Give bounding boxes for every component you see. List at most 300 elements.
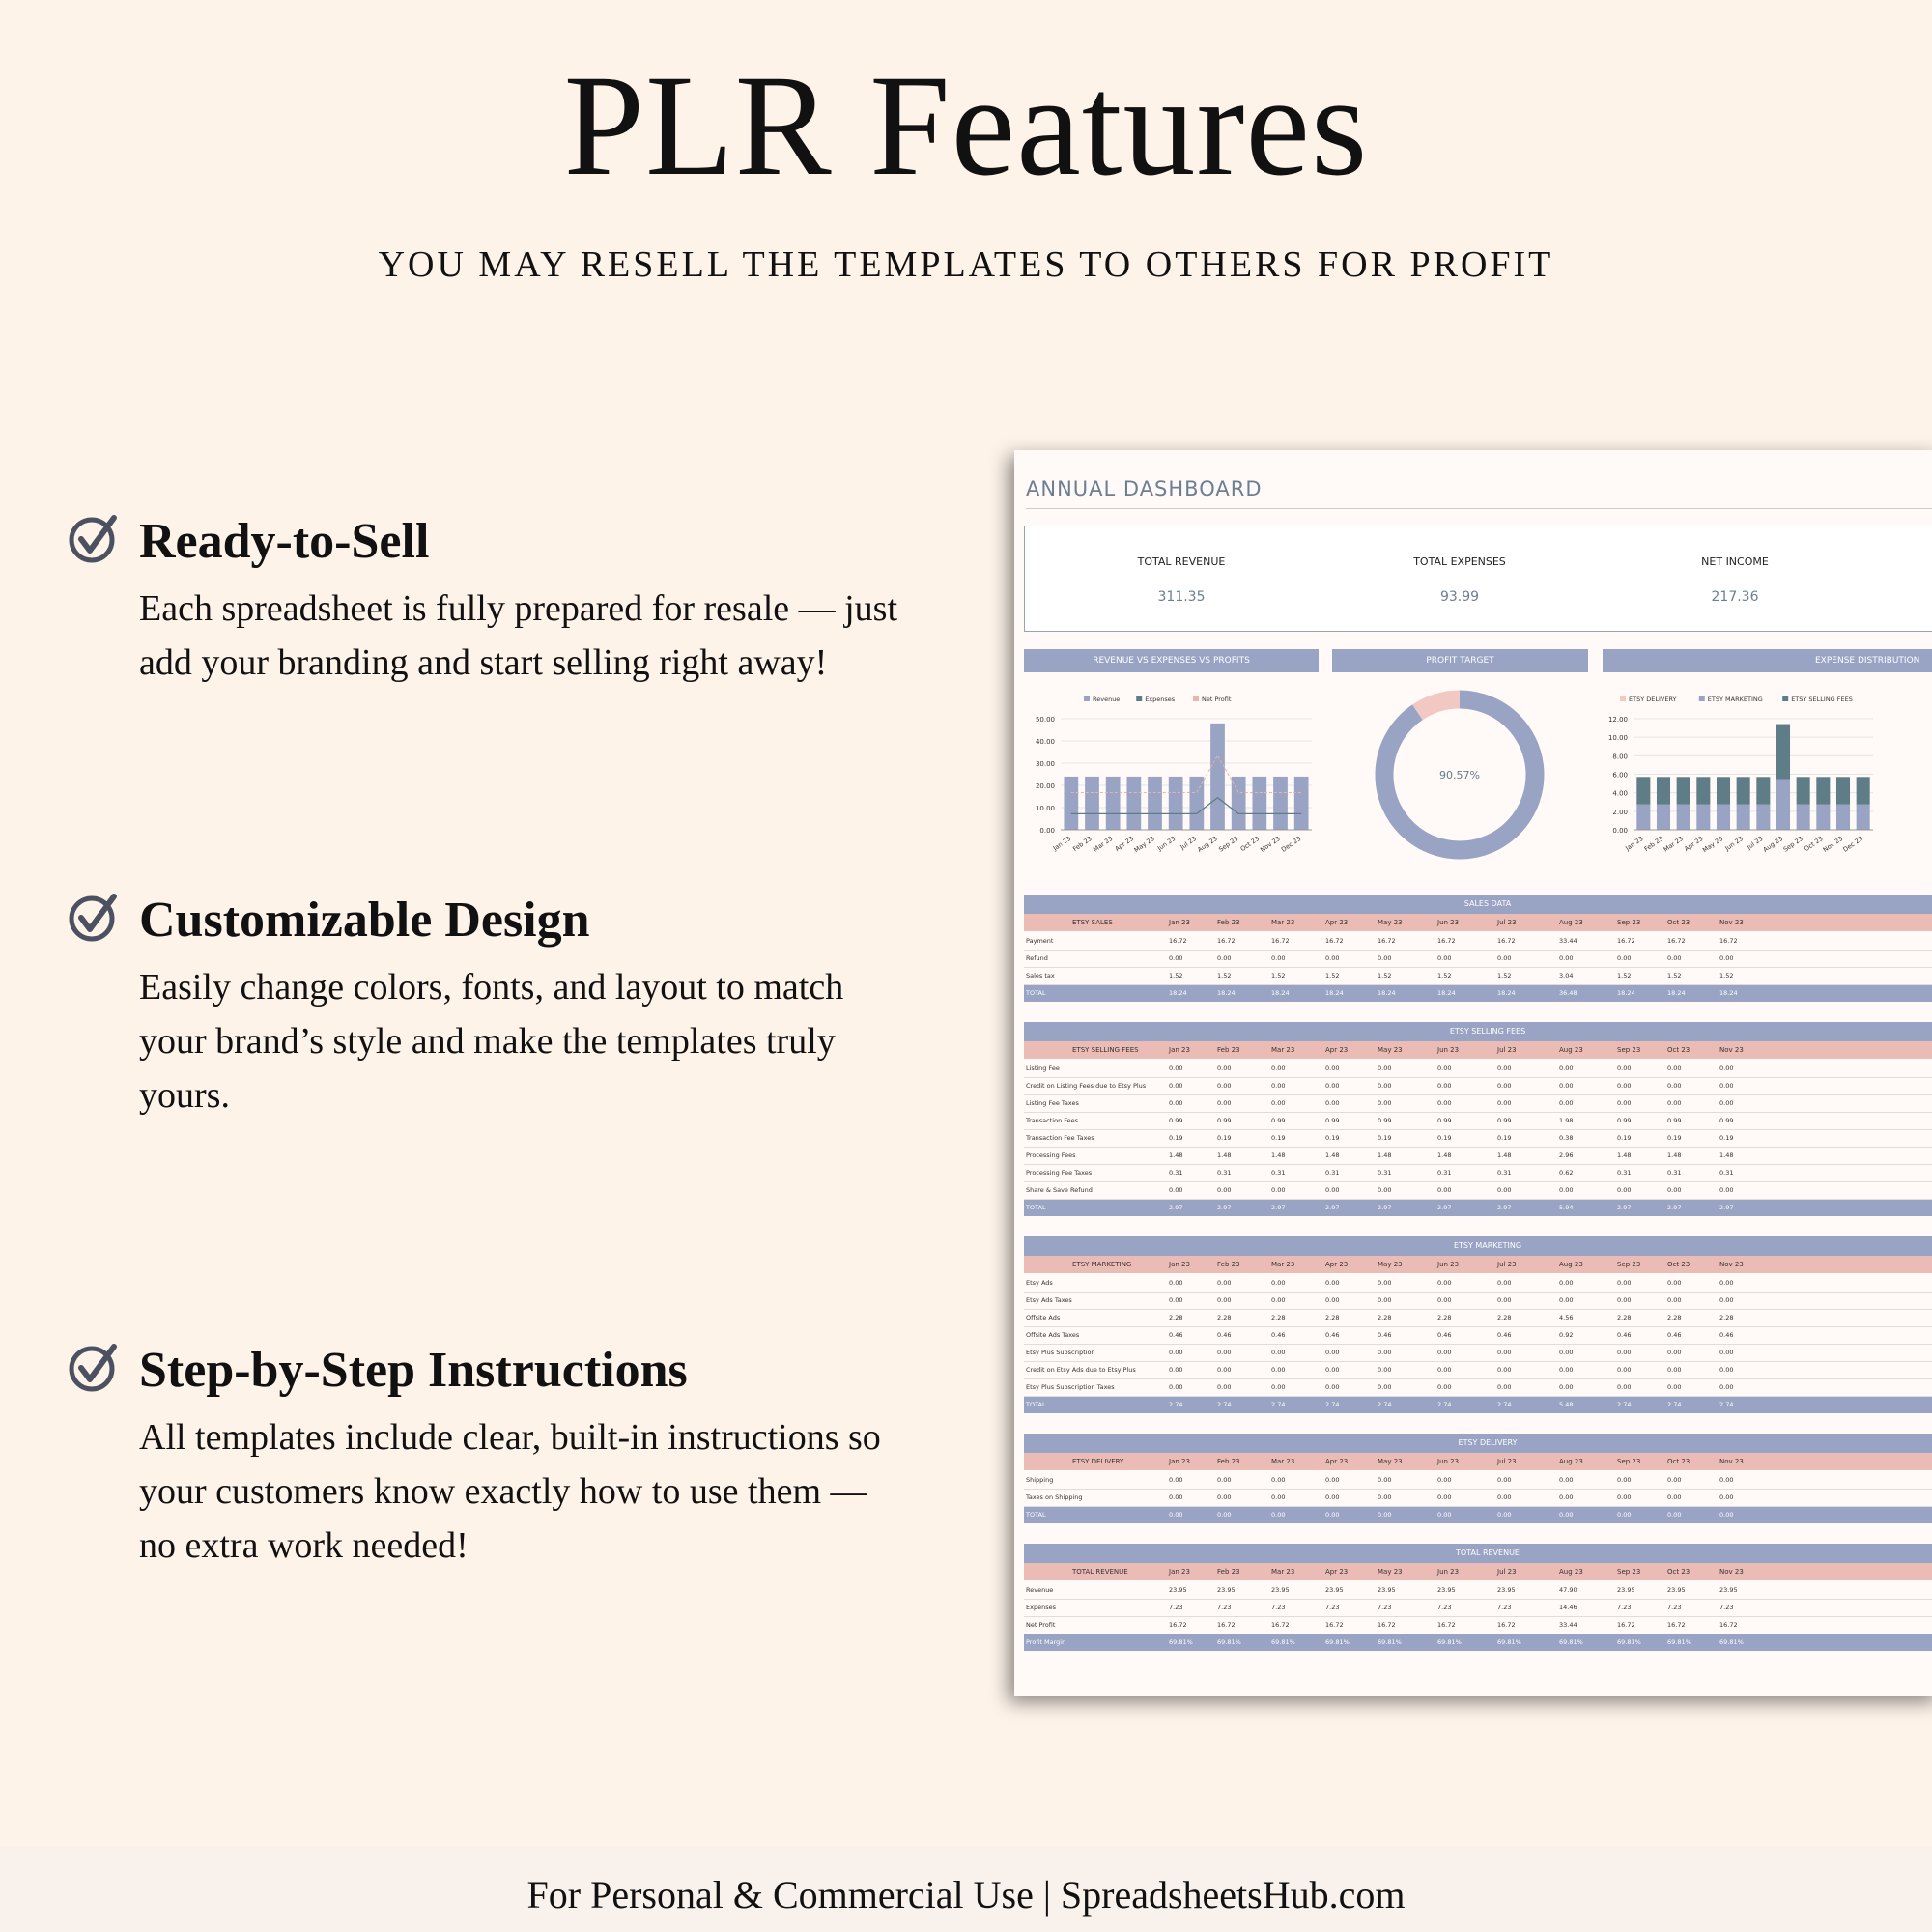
table-row bbox=[1024, 1345, 1932, 1362]
row-value: 0.00 bbox=[1217, 1383, 1232, 1391]
row-value: 0.00 bbox=[1217, 1493, 1232, 1501]
x-tick-label: Oct 23 bbox=[1803, 835, 1825, 854]
month-header: Jun 23 bbox=[1437, 1046, 1460, 1054]
row-value: 16.72 bbox=[1497, 937, 1516, 945]
profit-target-chart bbox=[1332, 680, 1588, 873]
row-value: 0.31 bbox=[1437, 1169, 1452, 1177]
row-value: 2.74 bbox=[1437, 1401, 1452, 1408]
row-value: 0.00 bbox=[1271, 1493, 1286, 1501]
row-value: 2.28 bbox=[1667, 1314, 1682, 1321]
row-value: 7.23 bbox=[1325, 1604, 1340, 1611]
month-header: Sep 23 bbox=[1617, 919, 1641, 926]
row-value: 0.00 bbox=[1169, 1279, 1183, 1287]
legend-swatch bbox=[1620, 696, 1626, 701]
month-header: Jan 23 bbox=[1169, 1261, 1190, 1268]
row-value: 23.95 bbox=[1719, 1586, 1738, 1594]
row-value: 2.74 bbox=[1617, 1401, 1632, 1408]
legend-swatch bbox=[1084, 696, 1090, 701]
month-header: Nov 23 bbox=[1719, 1046, 1744, 1054]
table-row bbox=[1024, 933, 1932, 951]
bar bbox=[1717, 777, 1730, 804]
row-value: 2.74 bbox=[1217, 1401, 1232, 1408]
page-subtitle: YOU MAY RESELL THE TEMPLATES TO OTHERS FOR PROFIT bbox=[378, 244, 1554, 285]
row-value: 0.00 bbox=[1617, 954, 1632, 962]
y-tick-label: 8.00 bbox=[1612, 753, 1628, 761]
row-value: 1.52 bbox=[1617, 972, 1632, 980]
row-value: 0.00 bbox=[1559, 1511, 1574, 1519]
row-value: 0.00 bbox=[1271, 1065, 1286, 1072]
row-value: 0.00 bbox=[1169, 1099, 1183, 1107]
row-value: 0.00 bbox=[1378, 1366, 1392, 1374]
bar bbox=[1756, 777, 1770, 804]
row-value: 18.24 bbox=[1497, 989, 1516, 997]
row-value: 0.00 bbox=[1719, 1186, 1734, 1194]
feature-title: Ready-to-Sell bbox=[139, 514, 430, 569]
row-value: 0.00 bbox=[1378, 1065, 1392, 1072]
x-tick-label: Mar 23 bbox=[1092, 835, 1115, 854]
table-row bbox=[1024, 1095, 1932, 1113]
legend-swatch bbox=[1699, 696, 1705, 701]
table-row bbox=[1024, 1113, 1932, 1130]
x-tick-label: Jul 23 bbox=[1179, 835, 1198, 852]
month-header: Oct 23 bbox=[1667, 919, 1690, 926]
table-total-row bbox=[1024, 1507, 1932, 1523]
row-value: 0.00 bbox=[1497, 954, 1512, 962]
x-tick-label: Apr 23 bbox=[1113, 835, 1135, 854]
row-label: Net Profit bbox=[1026, 1621, 1056, 1629]
row-value: 0.46 bbox=[1217, 1331, 1232, 1339]
row-value: 0.99 bbox=[1497, 1117, 1512, 1124]
month-header: Mar 23 bbox=[1271, 1568, 1295, 1576]
bar bbox=[1677, 777, 1690, 804]
row-value: 0.00 bbox=[1325, 1511, 1340, 1519]
row-value: 0.00 bbox=[1719, 954, 1734, 962]
y-tick-label: 30.00 bbox=[1035, 760, 1055, 768]
row-value: 0.00 bbox=[1497, 1082, 1512, 1090]
row-value: 1.48 bbox=[1437, 1151, 1452, 1159]
feature-description: All templates include clear, built-in instructions so your customers know exactly how to use them — no extra work needed! bbox=[139, 1417, 881, 1566]
bar bbox=[1737, 805, 1750, 830]
panel-title-revenue: REVENUE VS EXPENSES VS PROFITS bbox=[1024, 649, 1319, 672]
table-total-row bbox=[1024, 1397, 1932, 1413]
row-label: Expenses bbox=[1026, 1604, 1056, 1611]
row-value: 0.00 bbox=[1617, 1279, 1632, 1287]
kpi-total-expenses bbox=[1363, 555, 1556, 605]
row-value: 0.00 bbox=[1325, 1186, 1340, 1194]
row-value: 7.23 bbox=[1217, 1604, 1232, 1611]
section-band: SALES DATA bbox=[1024, 895, 1932, 914]
row-value: 0.00 bbox=[1719, 1511, 1734, 1519]
row-label: Etsy Ads bbox=[1026, 1279, 1053, 1287]
row-value: 0.00 bbox=[1437, 1383, 1452, 1391]
table-total-row bbox=[1024, 985, 1932, 1002]
row-value: 69.81% bbox=[1378, 1638, 1402, 1646]
row-value: 0.00 bbox=[1325, 1366, 1340, 1374]
month-header: Apr 23 bbox=[1325, 1046, 1349, 1054]
row-value: 0.00 bbox=[1217, 1349, 1232, 1356]
row-value: 1.52 bbox=[1719, 972, 1734, 980]
row-value: 0.19 bbox=[1719, 1134, 1734, 1142]
table-row bbox=[1024, 1275, 1932, 1293]
row-value: 69.81% bbox=[1497, 1638, 1521, 1646]
row-value: 0.19 bbox=[1217, 1134, 1232, 1142]
month-header: Aug 23 bbox=[1559, 1261, 1583, 1268]
expense-distribution-chart bbox=[1603, 680, 1932, 873]
row-value: 16.72 bbox=[1667, 937, 1686, 945]
table-row bbox=[1024, 1617, 1932, 1634]
row-label: Processing Fees bbox=[1026, 1151, 1076, 1159]
row-value: 69.81% bbox=[1169, 1638, 1193, 1646]
row-value: 0.00 bbox=[1271, 1476, 1286, 1484]
row-value: 0.00 bbox=[1719, 1349, 1734, 1356]
section-band: TOTAL REVENUE bbox=[1024, 1544, 1932, 1563]
row-value: 0.99 bbox=[1325, 1117, 1340, 1124]
row-value: 0.00 bbox=[1719, 1279, 1734, 1287]
x-tick-label: May 23 bbox=[1701, 835, 1725, 855]
month-header: Nov 23 bbox=[1719, 1568, 1744, 1576]
row-value: 36.48 bbox=[1559, 989, 1577, 997]
x-tick-label: Dec 23 bbox=[1279, 835, 1303, 854]
legend-label: ETSY MARKETING bbox=[1707, 696, 1763, 703]
row-value: 16.72 bbox=[1437, 937, 1456, 945]
row-value: 0.00 bbox=[1719, 1099, 1734, 1107]
y-tick-label: 0.00 bbox=[1612, 827, 1628, 835]
row-value: 0.00 bbox=[1667, 1099, 1682, 1107]
row-value: 16.72 bbox=[1497, 1621, 1516, 1629]
row-value: 0.00 bbox=[1271, 954, 1286, 962]
row-value: 0.00 bbox=[1217, 1279, 1232, 1287]
row-value: 0.00 bbox=[1169, 1349, 1183, 1356]
row-value: 1.48 bbox=[1325, 1151, 1340, 1159]
month-header: Oct 23 bbox=[1667, 1261, 1690, 1268]
row-value: 0.00 bbox=[1719, 1065, 1734, 1072]
row-value: 1.48 bbox=[1719, 1151, 1734, 1159]
table-header-row bbox=[1024, 1041, 1932, 1059]
row-value: 2.28 bbox=[1378, 1314, 1392, 1321]
row-value: 18.24 bbox=[1378, 989, 1396, 997]
table-row bbox=[1024, 1061, 1932, 1078]
table-row bbox=[1024, 1490, 1932, 1507]
month-header: Jun 23 bbox=[1437, 1261, 1460, 1268]
row-value: 0.00 bbox=[1719, 1366, 1734, 1374]
row-value: 0.00 bbox=[1437, 1349, 1452, 1356]
x-tick-label: Jul 23 bbox=[1745, 835, 1765, 852]
bar bbox=[1636, 777, 1650, 804]
month-header: Aug 23 bbox=[1559, 1458, 1583, 1465]
bar bbox=[1696, 805, 1710, 830]
table-row bbox=[1024, 1472, 1932, 1490]
row-value: 2.28 bbox=[1217, 1314, 1232, 1321]
month-header: Oct 23 bbox=[1667, 1568, 1690, 1576]
row-value: 0.00 bbox=[1719, 1493, 1734, 1501]
y-tick-label: 12.00 bbox=[1607, 716, 1628, 724]
row-value: 33.44 bbox=[1559, 937, 1577, 945]
bar bbox=[1126, 777, 1141, 830]
row-value: 0.00 bbox=[1667, 1279, 1682, 1287]
row-value: 0.19 bbox=[1497, 1134, 1512, 1142]
bar bbox=[1657, 777, 1670, 804]
feature-description: Easily change colors, fonts, and layout to match your brand’s style and make the templates truly yours. bbox=[139, 967, 844, 1116]
row-value: 2.97 bbox=[1378, 1204, 1392, 1211]
x-tick-label: Sep 23 bbox=[1217, 835, 1240, 854]
month-header: Jul 23 bbox=[1497, 1458, 1517, 1465]
row-value: 1.52 bbox=[1437, 972, 1452, 980]
x-tick-label: May 23 bbox=[1132, 835, 1156, 855]
row-value: 0.19 bbox=[1325, 1134, 1340, 1142]
row-value: 7.23 bbox=[1271, 1604, 1286, 1611]
month-header: Jan 23 bbox=[1169, 1568, 1190, 1576]
row-value: 0.00 bbox=[1217, 1476, 1232, 1484]
row-value: 0.00 bbox=[1497, 1279, 1512, 1287]
row-value: 16.72 bbox=[1719, 937, 1738, 945]
row-value: 0.00 bbox=[1719, 1383, 1734, 1391]
row-value: 16.72 bbox=[1271, 937, 1290, 945]
month-header: Apr 23 bbox=[1325, 1261, 1349, 1268]
row-value: 4.56 bbox=[1559, 1314, 1574, 1321]
row-value: 1.48 bbox=[1617, 1151, 1632, 1159]
table-header-label: ETSY SELLING FEES bbox=[1072, 1046, 1139, 1054]
row-value: 0.00 bbox=[1378, 1296, 1392, 1304]
row-value: 16.72 bbox=[1271, 1621, 1290, 1629]
row-value: 0.00 bbox=[1271, 1082, 1286, 1090]
bar bbox=[1756, 805, 1770, 830]
row-value: 0.00 bbox=[1667, 954, 1682, 962]
row-value: 0.31 bbox=[1325, 1169, 1340, 1177]
row-value: 0.00 bbox=[1497, 1099, 1512, 1107]
row-value: 23.95 bbox=[1271, 1586, 1290, 1594]
row-value: 2.28 bbox=[1325, 1314, 1340, 1321]
panel-title-expense-distribution bbox=[1603, 649, 1932, 672]
table-header-label: TOTAL REVENUE bbox=[1072, 1568, 1128, 1576]
bar bbox=[1737, 777, 1750, 804]
row-value: 0.00 bbox=[1667, 1511, 1682, 1519]
row-value: 0.31 bbox=[1217, 1169, 1232, 1177]
bar bbox=[1677, 805, 1690, 830]
row-value: 0.00 bbox=[1217, 1366, 1232, 1374]
month-header: Jun 23 bbox=[1437, 1458, 1460, 1465]
row-value: 7.23 bbox=[1617, 1604, 1632, 1611]
row-value: 0.00 bbox=[1437, 1082, 1452, 1090]
row-value: 0.00 bbox=[1437, 1476, 1452, 1484]
row-value: 0.00 bbox=[1325, 1082, 1340, 1090]
row-value: 18.24 bbox=[1271, 989, 1290, 997]
row-value: 1.48 bbox=[1378, 1151, 1392, 1159]
row-value: 2.97 bbox=[1437, 1204, 1452, 1211]
kpi-net-income bbox=[1638, 555, 1832, 605]
row-value: 69.81% bbox=[1559, 1638, 1583, 1646]
row-value: 0.62 bbox=[1559, 1169, 1574, 1177]
bar bbox=[1636, 805, 1650, 830]
row-value: 0.99 bbox=[1169, 1117, 1183, 1124]
kpi-label: NET INCOME bbox=[1701, 555, 1769, 568]
row-value: 0.00 bbox=[1617, 1511, 1632, 1519]
row-value: 0.00 bbox=[1169, 1296, 1183, 1304]
month-header: Feb 23 bbox=[1217, 1046, 1240, 1054]
row-label: Credit on Etsy Ads due to Etsy Plus bbox=[1026, 1366, 1136, 1374]
x-tick-label: Nov 23 bbox=[1259, 835, 1282, 854]
row-value: 33.44 bbox=[1559, 1621, 1577, 1629]
row-label: TOTAL bbox=[1026, 1511, 1046, 1519]
row-value: 7.23 bbox=[1169, 1604, 1183, 1611]
row-value: 0.00 bbox=[1325, 1349, 1340, 1356]
row-value: 0.46 bbox=[1617, 1331, 1632, 1339]
month-header: Sep 23 bbox=[1617, 1046, 1641, 1054]
legend-label: Net Profit bbox=[1202, 696, 1232, 703]
row-value: 16.72 bbox=[1617, 937, 1635, 945]
row-value: 7.23 bbox=[1719, 1604, 1734, 1611]
panel-title-text: EXPENSE DISTRIBUTION bbox=[1815, 656, 1920, 666]
month-header: Nov 23 bbox=[1719, 1261, 1744, 1268]
row-value: 0.31 bbox=[1719, 1169, 1734, 1177]
bar bbox=[1857, 805, 1870, 830]
row-value: 0.00 bbox=[1169, 954, 1183, 962]
feature-title: Customizable Design bbox=[139, 893, 590, 948]
row-value: 0.00 bbox=[1169, 1476, 1183, 1484]
footer bbox=[0, 1847, 1932, 1932]
table-total-row bbox=[1024, 1634, 1932, 1651]
x-tick-label: Jan 23 bbox=[1624, 835, 1645, 853]
row-value: 0.46 bbox=[1667, 1331, 1682, 1339]
row-label: Sales tax bbox=[1026, 972, 1055, 980]
panel-title-profit-target: PROFIT TARGET bbox=[1332, 649, 1588, 672]
row-value: 0.00 bbox=[1217, 1511, 1232, 1519]
y-tick-label: 40.00 bbox=[1035, 738, 1055, 746]
row-value: 0.00 bbox=[1617, 1099, 1632, 1107]
row-value: 16.72 bbox=[1437, 1621, 1456, 1629]
table-header-label: ETSY SALES bbox=[1072, 919, 1113, 926]
table-header-row bbox=[1024, 1563, 1932, 1580]
table-row bbox=[1024, 968, 1932, 985]
kpi-box bbox=[1024, 526, 1932, 632]
table-total-row bbox=[1024, 1200, 1932, 1216]
month-header: Mar 23 bbox=[1271, 1261, 1295, 1268]
row-value: 2.74 bbox=[1719, 1401, 1734, 1408]
row-value: 0.00 bbox=[1719, 1082, 1734, 1090]
row-value: 0.00 bbox=[1497, 1186, 1512, 1194]
row-value: 16.72 bbox=[1217, 937, 1236, 945]
row-value: 1.52 bbox=[1667, 972, 1682, 980]
donut-center-label: 90.57% bbox=[1439, 769, 1480, 781]
row-value: 0.00 bbox=[1217, 1296, 1232, 1304]
x-tick-label: Nov 23 bbox=[1821, 835, 1845, 854]
row-value: 2.97 bbox=[1617, 1204, 1632, 1211]
row-value: 0.00 bbox=[1271, 1511, 1286, 1519]
row-value: 2.97 bbox=[1325, 1204, 1340, 1211]
row-value: 2.74 bbox=[1378, 1401, 1392, 1408]
row-value: 0.00 bbox=[1497, 1349, 1512, 1356]
row-value: 14.46 bbox=[1559, 1604, 1577, 1611]
row-value: 0.00 bbox=[1617, 1065, 1632, 1072]
legend-label: Expenses bbox=[1145, 696, 1176, 703]
row-value: 0.00 bbox=[1378, 1383, 1392, 1391]
row-value: 0.19 bbox=[1617, 1134, 1632, 1142]
row-value: 0.00 bbox=[1559, 1493, 1574, 1501]
row-value: 0.00 bbox=[1325, 1099, 1340, 1107]
x-tick-label: Jun 23 bbox=[1723, 835, 1745, 853]
row-label: Processing Fee Taxes bbox=[1026, 1169, 1093, 1177]
row-value: 0.00 bbox=[1559, 954, 1574, 962]
table-row bbox=[1024, 1582, 1932, 1600]
row-value: 0.00 bbox=[1497, 1065, 1512, 1072]
row-value: 0.00 bbox=[1667, 1383, 1682, 1391]
month-header: Jul 23 bbox=[1497, 1261, 1517, 1268]
row-value: 18.24 bbox=[1325, 989, 1344, 997]
row-value: 23.95 bbox=[1497, 1586, 1516, 1594]
row-value: 2.28 bbox=[1617, 1314, 1632, 1321]
row-label: TOTAL bbox=[1026, 1204, 1046, 1211]
month-header: Oct 23 bbox=[1667, 1046, 1690, 1054]
row-label: Transaction Fees bbox=[1026, 1117, 1079, 1124]
row-value: 7.23 bbox=[1497, 1604, 1512, 1611]
row-label: Profit Margin bbox=[1026, 1638, 1066, 1646]
row-value: 0.00 bbox=[1217, 1082, 1232, 1090]
table-row bbox=[1024, 1293, 1932, 1310]
row-value: 2.74 bbox=[1667, 1401, 1682, 1408]
row-value: 0.00 bbox=[1559, 1366, 1574, 1374]
row-value: 0.00 bbox=[1437, 1099, 1452, 1107]
row-value: 0.00 bbox=[1169, 1493, 1183, 1501]
bar bbox=[1273, 777, 1288, 830]
legend-label: ETSY DELIVERY bbox=[1629, 696, 1677, 703]
row-value: 0.38 bbox=[1559, 1134, 1574, 1142]
row-value: 16.72 bbox=[1169, 937, 1187, 945]
row-value: 0.46 bbox=[1378, 1331, 1392, 1339]
row-value: 0.46 bbox=[1719, 1331, 1734, 1339]
row-value: 0.00 bbox=[1617, 1296, 1632, 1304]
row-value: 0.00 bbox=[1497, 1296, 1512, 1304]
bar bbox=[1717, 805, 1730, 830]
row-value: 18.24 bbox=[1667, 989, 1686, 997]
row-value: 0.00 bbox=[1719, 1296, 1734, 1304]
row-value: 0.00 bbox=[1437, 1511, 1452, 1519]
row-label: Credit on Listing Fees due to Etsy Plus bbox=[1026, 1082, 1147, 1090]
row-value: 0.00 bbox=[1667, 1493, 1682, 1501]
bar bbox=[1816, 777, 1830, 804]
table-header-row bbox=[1024, 1256, 1932, 1273]
bar bbox=[1294, 777, 1309, 830]
row-value: 0.00 bbox=[1719, 1476, 1734, 1484]
footer-text: For Personal & Commercial Use | SpreadsheetsHub.com bbox=[526, 1873, 1406, 1917]
revenue-chart bbox=[1024, 680, 1319, 873]
x-tick-label: Sep 23 bbox=[1781, 835, 1804, 854]
month-header: Sep 23 bbox=[1617, 1261, 1641, 1268]
row-value: 69.81% bbox=[1325, 1638, 1350, 1646]
check-circle-icon bbox=[68, 1341, 120, 1393]
x-tick-label: Jan 23 bbox=[1051, 835, 1072, 853]
bar bbox=[1657, 805, 1670, 830]
row-value: 16.72 bbox=[1325, 937, 1344, 945]
x-tick-label: Jun 23 bbox=[1155, 835, 1178, 853]
row-value: 69.81% bbox=[1217, 1638, 1241, 1646]
kpi-total-revenue bbox=[1085, 555, 1278, 605]
row-value: 0.46 bbox=[1325, 1331, 1340, 1339]
row-value: 2.28 bbox=[1497, 1314, 1512, 1321]
row-value: 3.04 bbox=[1559, 972, 1574, 980]
row-value: 0.00 bbox=[1325, 1065, 1340, 1072]
row-value: 16.72 bbox=[1617, 1621, 1635, 1629]
row-value: 18.24 bbox=[1719, 989, 1738, 997]
x-tick-label: Feb 23 bbox=[1642, 835, 1665, 854]
row-value: 0.00 bbox=[1667, 1082, 1682, 1090]
kpi-value: 93.99 bbox=[1439, 589, 1480, 605]
row-value: 23.95 bbox=[1437, 1586, 1456, 1594]
row-value: 0.00 bbox=[1497, 1511, 1512, 1519]
row-value: 18.24 bbox=[1169, 989, 1187, 997]
bar bbox=[1696, 777, 1710, 804]
month-header: Feb 23 bbox=[1217, 1568, 1240, 1576]
row-value: 0.46 bbox=[1169, 1331, 1183, 1339]
row-value: 1.52 bbox=[1271, 972, 1286, 980]
